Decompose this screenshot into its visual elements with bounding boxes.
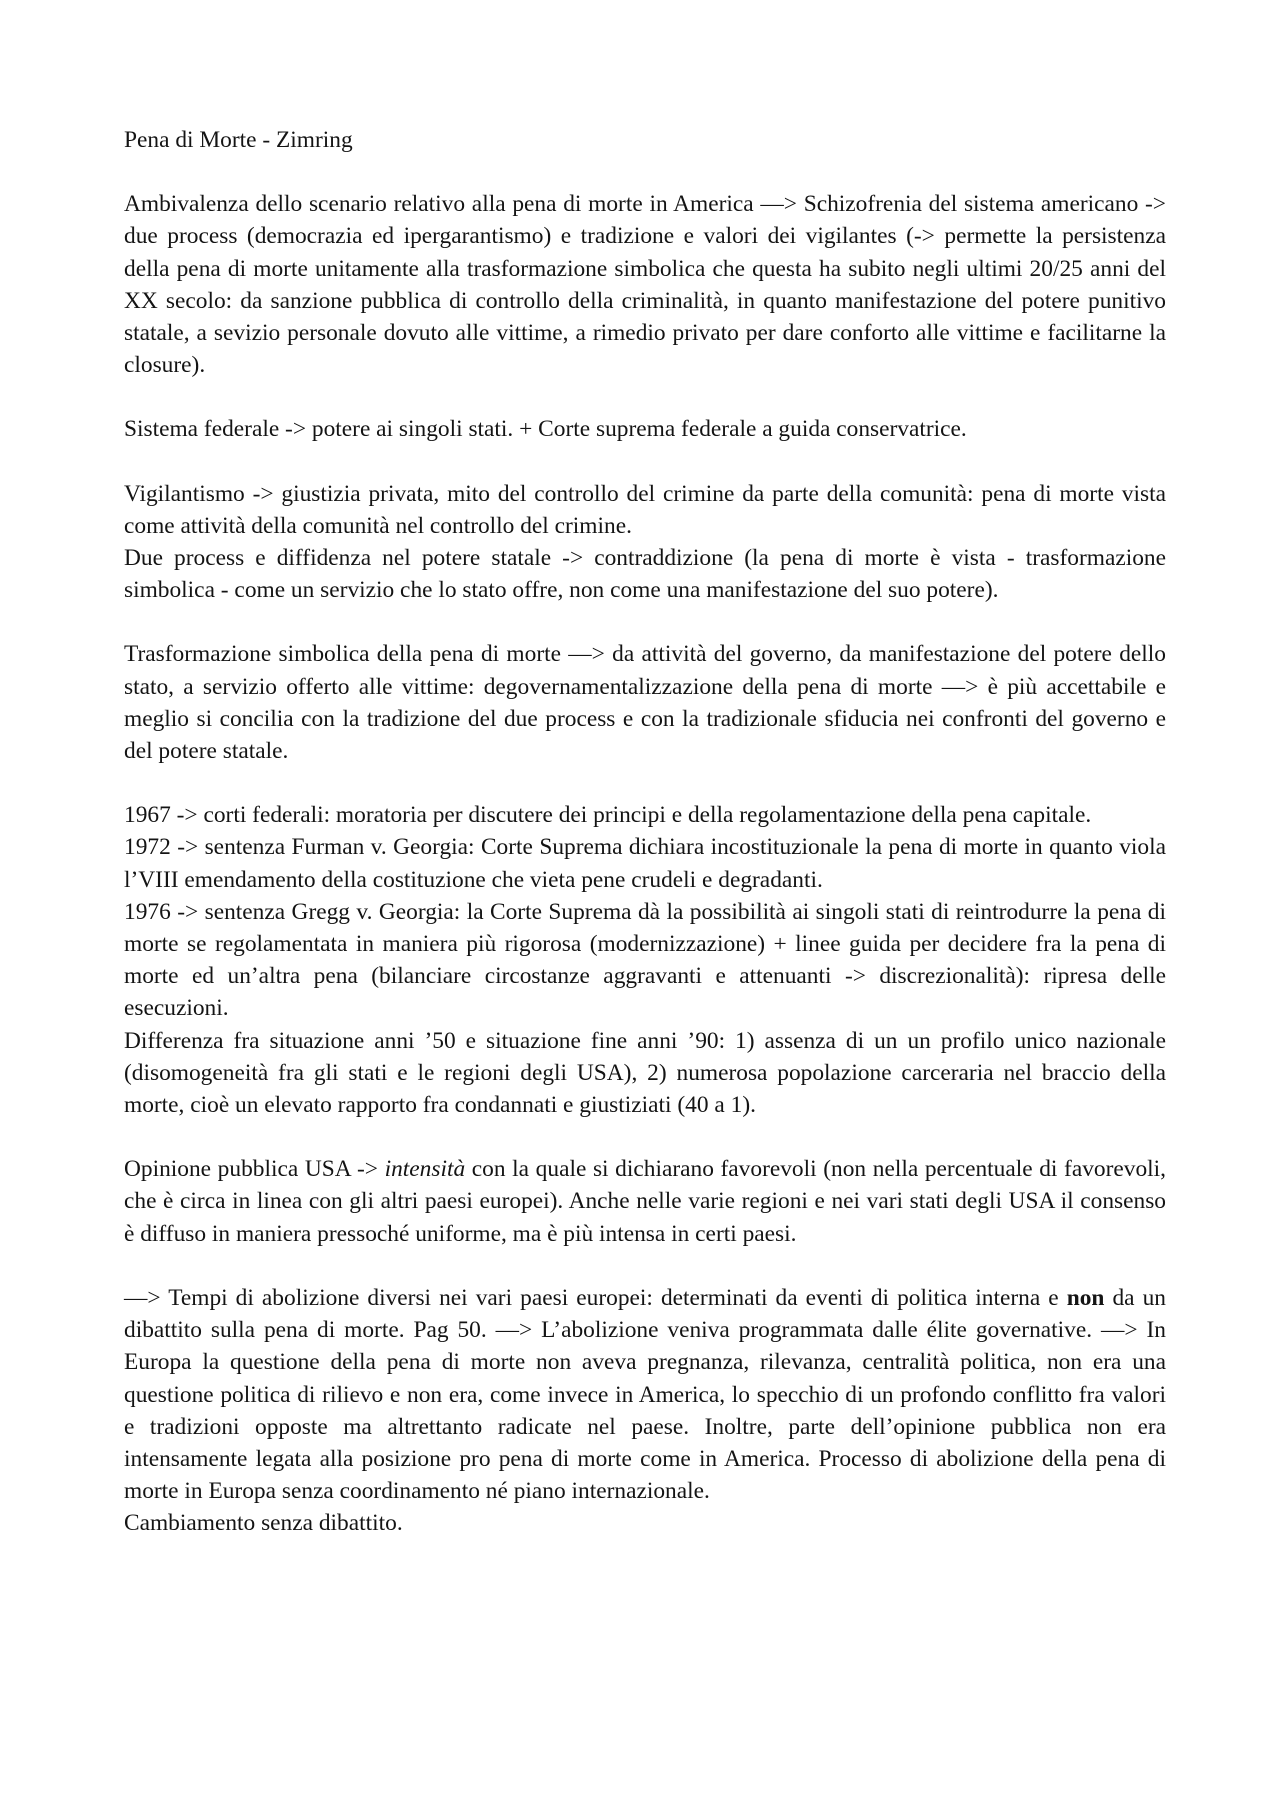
spacer xyxy=(124,606,1166,638)
document-title: Pena di Morte - Zimring xyxy=(124,127,353,153)
paragraph-1976: 1976 -> sentenza Gregg v. Georgia: la Corte Suprema dà la possibilità ai singoli stati di reintrodurre la pena di morte se regolamentata in maniera più rigorosa (modernizzazione) + linee guida per decidere fra la pena di morte ed un’altra pena (bilanciare circostanze aggravanti e attenuanti -> discrezionalità): ripresa delle esecuzioni. xyxy=(124,898,1166,1022)
spacer xyxy=(124,446,1166,478)
paragraph-cambiamento: Cambiamento senza dibattito. xyxy=(124,1510,403,1537)
text-run: —> Tempi di abolizione diversi nei vari paesi europei: determinati da eventi di politica interna e xyxy=(124,1284,1067,1311)
document-page xyxy=(124,124,1166,1540)
spacer xyxy=(124,1121,1166,1153)
bold-non: non xyxy=(1066,1284,1105,1311)
spacer xyxy=(124,767,1166,799)
paragraph-1972: 1972 -> sentenza Furman v. Georgia: Corte Suprema dichiara incostituzionale la pena di morte in quanto viola l’VIII emendamento della costituzione che vieta pene crudeli e degradanti. xyxy=(124,834,1166,893)
emphasis-intensita: intensità xyxy=(384,1156,466,1183)
paragraph-vigilantismo: Vigilantismo -> giustizia privata, mito del controllo del crimine da parte della comunità: pena di morte vista come attività della comunità nel controllo del crimine. xyxy=(124,480,1166,539)
paragraph-sistema-federale: Sistema federale -> potere ai singoli stati. + Corte suprema federale a guida conservatrice. xyxy=(124,416,967,443)
paragraph-trasformazione-simbolica: Trasformazione simbolica della pena di morte —> da attività del governo, da manifestazione del potere dello stato, a servizio offerto alle vittime: degovernamentalizzazione della pena di morte —> è più accettabile e meglio si concilia con la tradizione del due process e con la tradizionale sfiducia nei confronti del governo e del potere statale. xyxy=(124,641,1166,765)
paragraph-opinione-pubblica xyxy=(124,1153,1166,1250)
paragraph-due-process: Due process e diffidenza nel potere statale -> contraddizione (la pena di morte è vista - trasformazione simbolica - come un servizio che lo stato offre, non come una manifestazione del suo potere). xyxy=(124,545,1166,604)
paragraph-differenza: Differenza fra situazione anni ’50 e situazione fine anni ’90: 1) assenza di un un profilo unico nazionale (disomogeneità fra gli stati e le regioni degli USA), 2) numerosa popolazione carceraria nel braccio della morte, cioè un elevato rapporto fra condannati e giustiziati (40 a 1). xyxy=(124,1027,1166,1119)
text-run: con la quale si dichiarano favorevoli (non nella percentuale di favorevoli, che è circa in linea con gli altri paesi europei). Anche nelle varie regioni e nei vari stati degli USA il consenso è diffuso in maniera pressoché uniforme, ma è più intensa in certi paesi. xyxy=(124,1156,1167,1247)
paragraph-ambivalenza: Ambivalenza dello scenario relativo alla pena di morte in America —> Schizofrenia del sistema americano -> due process (democrazia ed ipergarantismo) e tradizione e valori dei vigilantes (-> permette la persistenza della pena di morte unitamente alla trasformazione simbolica che questa ha subito negli ultimi 20/25 anni del XX secolo: da sanzione pubblica di controllo della criminalità, in quanto manifestazione del potere punitivo statale, a sevizio personale dovuto alle vittime, a rimedio privato per dare conforto alle vittime e facilitarne la closure). xyxy=(124,191,1166,379)
paragraph-1967: 1967 -> corti federali: moratoria per discutere dei principi e della regolamentazione della pena capitale. xyxy=(124,802,1092,829)
paragraph-tempi-abolizione xyxy=(124,1282,1166,1507)
text-run: da un dibattito sulla pena di morte. Pag 50. —> L’abolizione veniva programmata dalle élite governative. —> In Europa la questione della pena di morte non aveva pregnanza, rilevanza, centralità politica, non era una questione politica di rilievo e non era, come invece in America, lo specchio di un profondo conflitto fra valori e tradizioni opposte ma altrettanto radicate nel paese. Inoltre, parte dell’opinione pubblica non era intensamente legata alla posizione pro pena di morte come in America. Processo di abolizione della pena di morte in Europa senza coordinamento né piano internazionale. xyxy=(124,1284,1166,1505)
spacer xyxy=(124,1250,1166,1282)
spacer xyxy=(124,381,1166,413)
spacer xyxy=(124,156,1166,188)
text-run: Opinione pubblica USA -> xyxy=(124,1156,385,1183)
